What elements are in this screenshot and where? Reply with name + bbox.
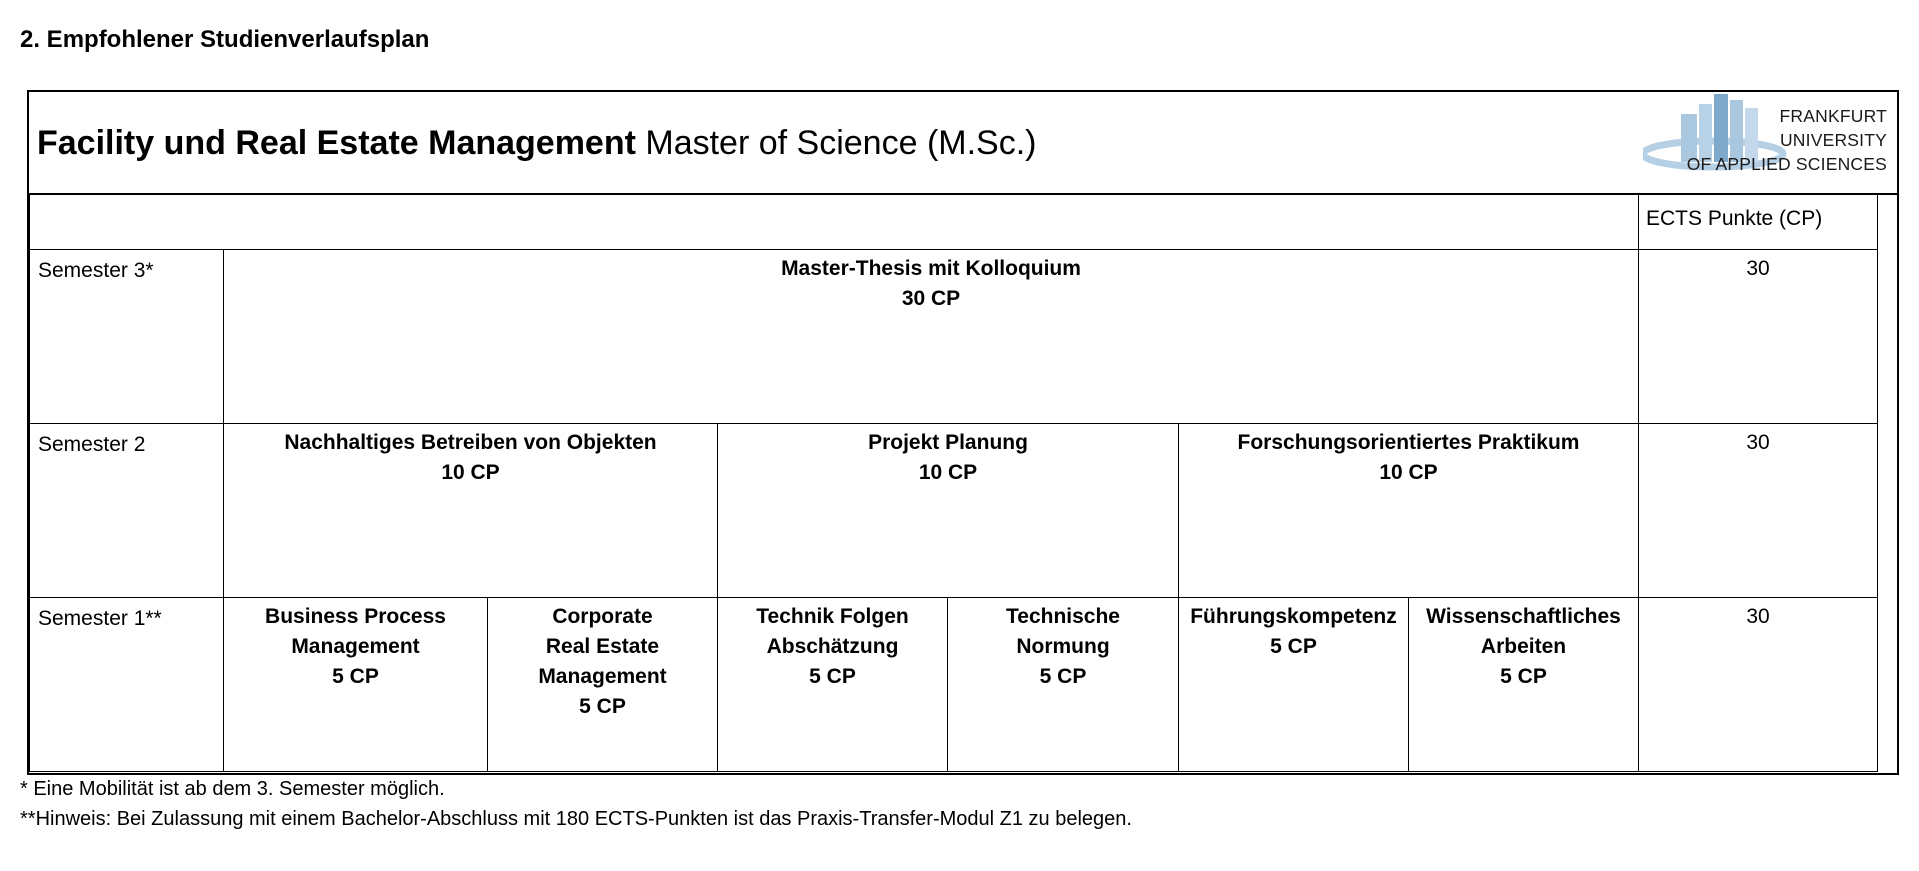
semester-3-row	[30, 250, 1878, 424]
ects-header: ECTS Punkte (CP)	[1639, 194, 1878, 250]
logo-text-3: OF APPLIED SCIENCES	[1686, 154, 1887, 174]
module-line: Abschätzung	[766, 635, 899, 658]
module-line: Wissenschaftliches	[1426, 605, 1621, 628]
module-line: Normung	[1016, 635, 1110, 658]
module-credits: 10 CP	[1379, 461, 1438, 484]
section-heading: 2. Empfohlener Studienverlaufsplan	[20, 26, 430, 53]
program-title	[37, 124, 1036, 163]
module-credits: 5 CP	[809, 665, 856, 688]
module-name: Projekt Planung	[868, 431, 1028, 454]
module-forschungsorientiertes-praktikum	[1179, 424, 1639, 598]
module-business-process-management	[224, 598, 488, 772]
module-wissenschaftliches-arbeiten	[1409, 598, 1639, 772]
module-name: Nachhaltiges Betreiben von Objekten	[284, 431, 657, 454]
semester-2-ects: 30	[1639, 424, 1878, 598]
module-line: Business Process	[265, 605, 446, 628]
module-credits: 10 CP	[918, 461, 978, 484]
module-line: Führungskompetenz	[1190, 605, 1397, 628]
module-line: Technik Folgen	[756, 605, 909, 628]
module-credits: 10 CP	[441, 461, 500, 484]
module-credits: 30 CP	[901, 287, 961, 310]
semester-3-label: Semester 3*	[30, 250, 224, 424]
module-line: Technische	[1006, 605, 1120, 628]
footnotes	[20, 774, 1132, 834]
program-degree: Master of Science (M.Sc.)	[635, 124, 1037, 162]
module-line: Corporate	[552, 605, 653, 628]
module-line: Real Estate	[545, 635, 660, 658]
logo-text-1: FRANKFURT	[1779, 106, 1887, 126]
module-fuehrungskompetenz	[1179, 598, 1409, 772]
module-credits: 5 CP	[1039, 665, 1087, 688]
module-credits: 5 CP	[579, 695, 626, 718]
title-row	[29, 92, 1897, 195]
module-credits: 5 CP	[1270, 635, 1317, 658]
module-name: Forschungsorientiertes Praktikum	[1237, 431, 1580, 454]
module-technische-normung	[948, 598, 1179, 772]
logo-bar-4	[1730, 100, 1743, 162]
program-title-bold: Facility und Real Estate Management	[37, 124, 636, 162]
semester-1-ects: 30	[1639, 598, 1878, 772]
logo-text-2: UNIVERSITY	[1779, 130, 1887, 150]
header-row	[30, 194, 1878, 250]
logo-bar-3	[1714, 94, 1728, 162]
semester-3-ects: 30	[1639, 250, 1878, 424]
module-credits: 5 CP	[1500, 665, 1547, 688]
module-corporate-real-estate-management	[488, 598, 718, 772]
study-plan-frame	[27, 90, 1899, 775]
module-projekt-planung	[718, 424, 1179, 598]
module-name: Master-Thesis mit Kolloquium	[781, 257, 1081, 280]
header-empty-cell	[30, 194, 1639, 250]
module-master-thesis	[224, 250, 1639, 424]
footnote-mobility: * Eine Mobilität ist ab dem 3. Semester möglich.	[20, 778, 445, 800]
module-line: Management	[291, 635, 420, 658]
footnote-hinweis: **Hinweis: Bei Zulassung mit einem Bachelor-Abschluss mit 180 ECTS-Punkten ist das Praxis-Transfer-Modul Z1 zu belegen.	[20, 808, 1132, 830]
semester-2-label: Semester 2	[30, 424, 224, 598]
module-line: Management	[538, 665, 667, 688]
module-nachhaltiges-betreiben	[224, 424, 718, 598]
semester-1-row	[30, 598, 1878, 772]
university-logo	[1643, 92, 1889, 192]
module-technik-folgen-abschaetzung	[718, 598, 948, 772]
module-credits: 5 CP	[332, 665, 379, 688]
module-line: Arbeiten	[1480, 635, 1567, 658]
study-plan-table	[29, 193, 1878, 772]
semester-2-row	[30, 424, 1878, 598]
semester-1-label: Semester 1**	[30, 598, 224, 772]
